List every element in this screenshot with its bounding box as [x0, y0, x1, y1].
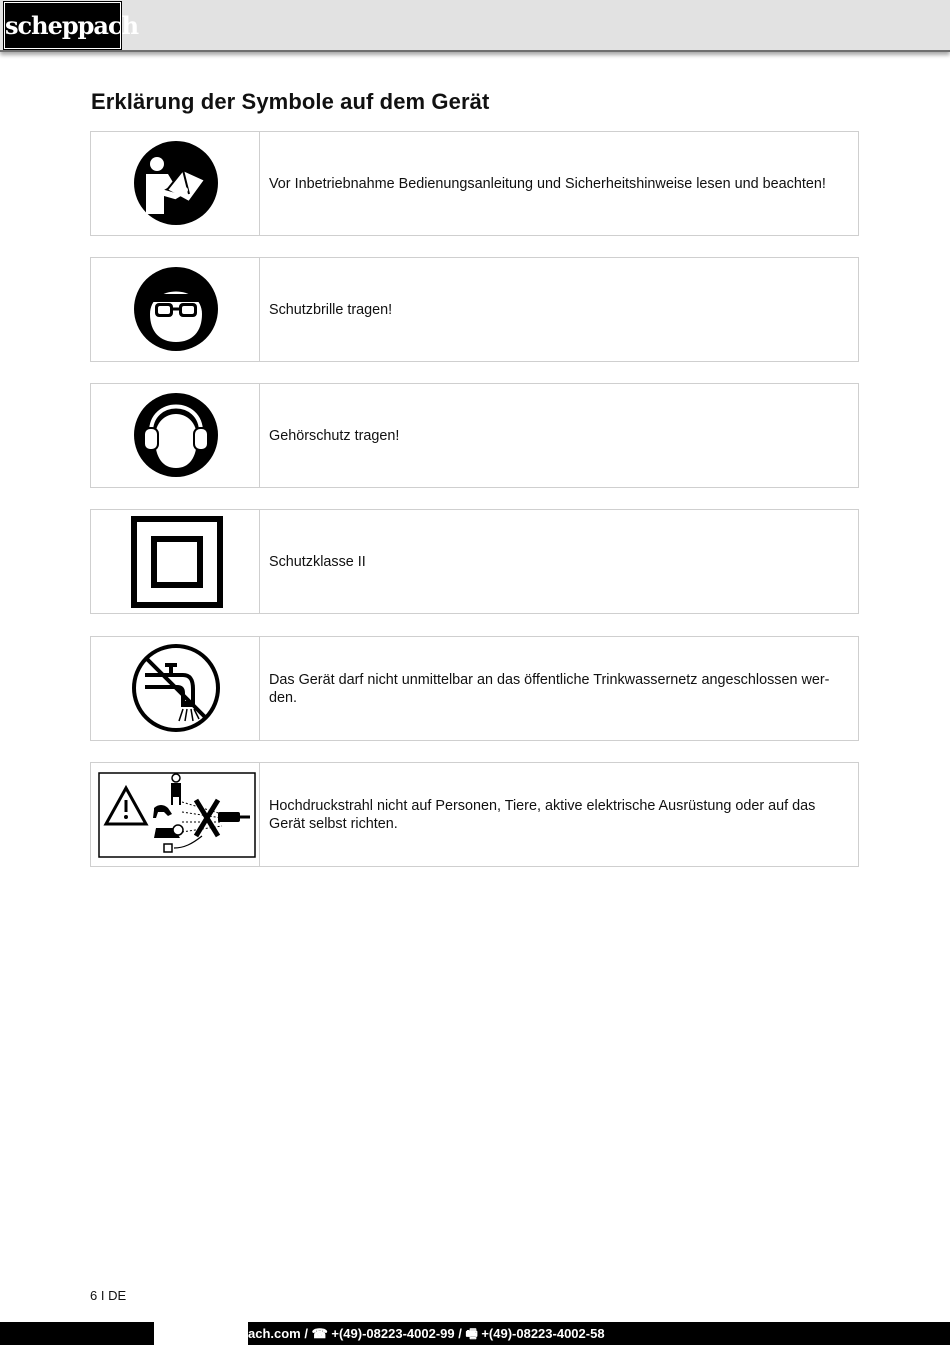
symbol-icon-cell	[91, 637, 260, 740]
scheppach-logo: scheppach	[4, 2, 121, 49]
symbol-icon-cell	[91, 258, 260, 361]
footer-gap	[154, 1322, 248, 1345]
symbol-description: Hochdruckstrahl nicht auf Personen, Tiere, aktive elektrische Ausrüstung oder auf das Gerät selbst richten.	[269, 797, 816, 832]
symbol-description: Das Gerät darf nicht unmittelbar an das öffentliche Trinkwassernetz angeschlossen wer-den.	[269, 671, 830, 706]
symbol-icon-cell	[91, 384, 260, 487]
symbol-row-safety-goggles	[90, 257, 859, 362]
no-drinking-water-connection-icon	[131, 643, 221, 733]
footer-contact	[248, 1322, 796, 1345]
page-header	[0, 0, 950, 52]
symbol-description: Schutzbrille tragen!	[269, 301, 393, 318]
footer-contact-text: ach.com / ☎ +(49)-08223-4002-99 / 🖷 +(49)-08223-4002-58	[248, 1326, 605, 1341]
safety-goggles-icon	[133, 266, 219, 352]
protection-class-ii-icon	[131, 516, 223, 608]
page-number: 6 I DE	[90, 1288, 127, 1303]
symbol-row-read-manual	[90, 131, 859, 236]
symbol-description: Schutzklasse II	[269, 553, 366, 570]
symbol-description: Gehörschutz tragen!	[269, 427, 400, 444]
symbol-icon-cell	[91, 132, 260, 235]
symbol-description: Vor Inbetriebnahme Bedienungsanleitung und Sicherheitshinweise lesen und beachten!	[269, 175, 826, 192]
symbol-row-no-water-connection	[90, 636, 859, 741]
hearing-protection-icon	[133, 392, 219, 478]
symbol-row-hearing-protection	[90, 383, 859, 488]
no-high-pressure-jet-icon	[98, 772, 256, 858]
symbol-icon-cell	[91, 763, 260, 866]
symbol-icon-cell	[91, 510, 260, 613]
read-manual-icon	[133, 140, 219, 226]
symbol-row-protection-class-ii	[90, 509, 859, 614]
symbol-row-no-high-pressure-jet	[90, 762, 859, 867]
page-title: Erklärung der Symbole auf dem Gerät	[91, 89, 490, 114]
